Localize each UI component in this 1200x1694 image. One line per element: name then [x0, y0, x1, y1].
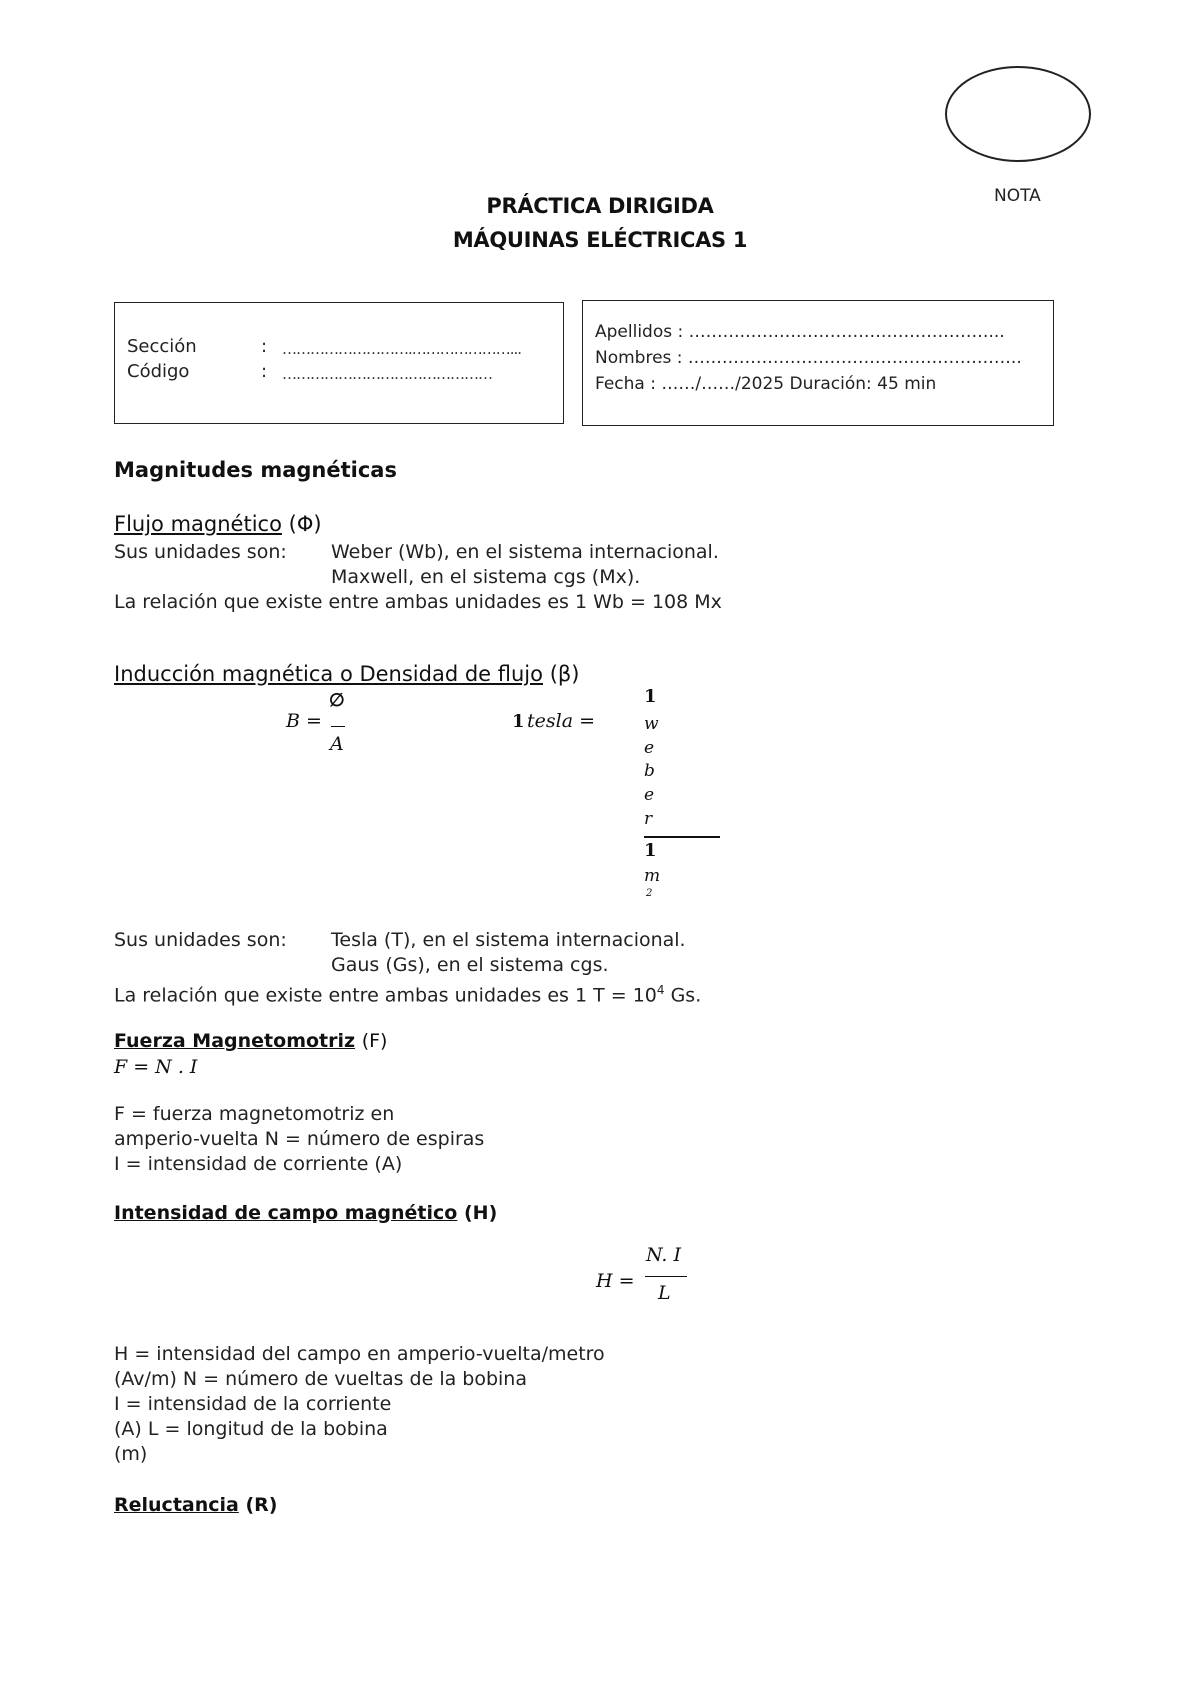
flujo-title: Flujo magnético [114, 512, 282, 536]
induccion-title: Inducción magnética o Densidad de flujo [114, 662, 543, 686]
campo-title: Intensidad de campo magnético [114, 1202, 458, 1224]
reluctancia-heading [114, 1494, 277, 1516]
campo-def-m: (m) [114, 1443, 148, 1465]
grade-oval [945, 66, 1091, 162]
reluctancia-title: Reluctancia [114, 1494, 239, 1516]
fecha-duracion: Fecha : ……/……/2025 Duración: 45 min [595, 374, 937, 394]
flujo-heading [114, 512, 322, 536]
campo-def-l: (A) L = longitud de la bobina [114, 1418, 388, 1440]
h-fraction-bar [645, 1276, 687, 1277]
fmm-def-n: amperio-vuelta N = número de espiras [114, 1128, 485, 1150]
nombres-field[interactable]: Nombres : ………………………………………………….. [595, 348, 1022, 368]
induccion-unit-cgs: Gaus (Gs), en el sistema cgs. [331, 954, 609, 976]
h-equation-denominator: L [658, 1282, 671, 1304]
induccion-units-label: Sus unidades son: [114, 929, 287, 951]
b-equation-denominator: A [330, 733, 344, 755]
document-subtitle: MÁQUINAS ELÉCTRICAS 1 [452, 228, 748, 252]
h-equation-numerator: N. I [646, 1244, 681, 1266]
m2-one: 1 [644, 840, 657, 861]
apellidos-field[interactable]: Apellidos : ……….……….……………………………... [595, 322, 1005, 342]
campo-symbol: (H) [463, 1202, 498, 1224]
fmm-symbol: (F) [361, 1030, 388, 1052]
tesla-word: tesla = [527, 710, 595, 732]
fmm-heading [114, 1030, 387, 1052]
fmm-equation: F = N . I [114, 1056, 198, 1078]
m2-letter-2: 2 [646, 888, 653, 899]
tesla-fraction-bar [644, 836, 720, 838]
campo-def-i: I = intensidad de la corriente [114, 1393, 392, 1415]
weber-one: 1 [644, 686, 657, 707]
tesla-one: 1 [512, 711, 525, 732]
codigo-colon: : [261, 361, 268, 382]
flujo-unit-cgs: Maxwell, en el sistema cgs (Mx). [331, 566, 641, 588]
codigo-label: Código [127, 361, 190, 382]
nota-label: NOTA [994, 186, 1041, 206]
section-title: Magnitudes magnéticas [114, 458, 397, 482]
codigo-field[interactable]: ……………………………………… [282, 365, 492, 383]
induccion-relation: La relación que existe entre ambas unidades es 1 $T = 10^4$ Gs. [114, 983, 702, 1007]
flujo-units-label: Sus unidades son: [114, 541, 287, 563]
document-title: PRÁCTICA DIRIGIDA [486, 194, 714, 218]
weber-letter-e1: e [644, 738, 655, 758]
induccion-unit-si: Tesla (T), en el sistema internacional. [331, 929, 686, 951]
h-equation-lhs: H = [596, 1270, 635, 1292]
weber-letter-b: b [644, 761, 655, 781]
m2-letter-m: m [644, 866, 661, 886]
campo-heading [114, 1202, 497, 1224]
seccion-colon: : [261, 336, 268, 357]
weber-letter-e2: e [644, 785, 655, 805]
flujo-unit-si: Weber (Wb), en el sistema internacional. [331, 541, 719, 563]
induccion-heading [114, 662, 579, 686]
b-equation-lhs: B = [286, 710, 322, 732]
b-fraction-bar [331, 726, 345, 727]
flujo-symbol: (Φ) [288, 512, 322, 536]
seccion-label: Sección [127, 336, 197, 357]
seccion-field[interactable]: ……………………….…………………... [282, 340, 522, 358]
campo-def-h: H = intensidad del campo en amperio-vuelta/metro [114, 1343, 605, 1365]
reluctancia-symbol: (R) [245, 1494, 278, 1516]
induccion-symbol: (β) [549, 662, 580, 686]
weber-letter-w: w [644, 714, 659, 734]
flujo-relation: La relación que existe entre ambas unidades es 1 Wb = 108 Mx [114, 591, 722, 613]
fmm-title: Fuerza Magnetomotriz [114, 1030, 356, 1052]
fmm-def-i: I = intensidad de corriente (A) [114, 1153, 403, 1175]
fmm-def-f: F = fuerza magnetomotriz en [114, 1103, 395, 1125]
campo-def-n: (Av/m) N = número de vueltas de la bobina [114, 1368, 527, 1390]
b-equation-numerator: ∅ [329, 690, 345, 711]
weber-letter-r: r [644, 809, 653, 829]
